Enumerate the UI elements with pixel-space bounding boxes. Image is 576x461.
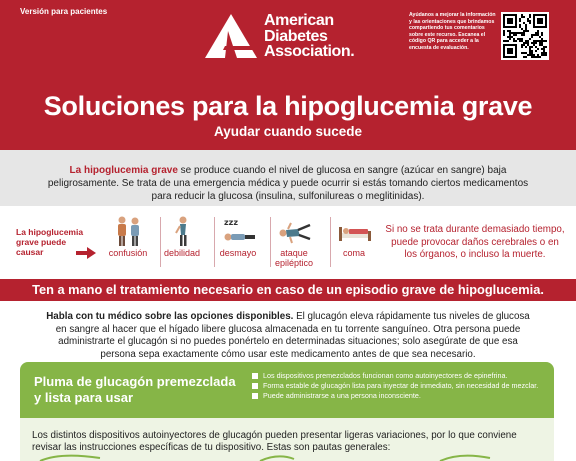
- page-subtitle: Ayudar cuando sucede: [213, 124, 363, 139]
- cause-label: confusión: [108, 248, 148, 258]
- seizure-icon: [278, 215, 312, 247]
- instructions-text: Los distintos dispositivos autoinyectores de glucagón pueden presentar ligeras variaciones, por lo que conviene revisar las instrucciones específicas de tu dispositivo. Estas son pautas generales:: [32, 430, 517, 453]
- cause-label: desmayo: [219, 248, 257, 258]
- causes-warning: Si no se trata durante demasiado tiempo, puede provocar daños cerebrales o en los órganos, o incluso la muerte.: [385, 224, 565, 260]
- intro-highlight: La hipoglucemia grave: [69, 165, 178, 176]
- cause-seizure: [262, 211, 326, 273]
- intro-paragraph: [40, 164, 536, 203]
- section-heading-bar: Ten a mano el tratamiento necesario en caso de un episodio grave de hipoglucemia.: [0, 279, 576, 301]
- treatment-paragraph: [46, 311, 530, 361]
- confused-people-icon: [112, 215, 146, 247]
- illustration-outline-icon: [20, 450, 550, 461]
- list-item: Forma estable de glucagón lista para inyectar de inmediato, sin necesidad de mezclar.: [252, 381, 548, 390]
- logo-line-1: American: [264, 12, 334, 29]
- causes-lead: La hipoglucemia grave puede causar: [16, 227, 84, 257]
- ada-logo[interactable]: [204, 13, 364, 61]
- card-title: Pluma de glucagón premezclada y lista para usar: [34, 374, 236, 405]
- card-bullet-list: [252, 371, 548, 401]
- fainting-icon: [222, 215, 256, 247]
- version-label: Versión para pacientes: [20, 7, 108, 16]
- causes-row: [0, 211, 576, 273]
- list-item: Puede administrarse a una persona inconsciente.: [252, 391, 548, 400]
- cause-label: coma: [342, 248, 365, 258]
- cause-label: ataque epiléptico: [274, 248, 314, 268]
- cause-weakness: [150, 211, 214, 273]
- ada-triangle-icon: [204, 13, 258, 59]
- qr-survey-note: Ayúdanos a mejorar la información y las orientaciones que brindamos compartiendo tus comentarios sobre este recurso. Escanea el código QR para acceder a la encuesta de evaluación.: [409, 12, 496, 51]
- qr-code-icon[interactable]: [501, 12, 549, 60]
- cause-coma: [322, 211, 386, 273]
- cause-label: debilidad: [163, 248, 201, 258]
- treatment-text: El glucagón eleva rápidamente tus niveles de glucosa en sangre al hacer que el hígado libere glucosa almacenada en tu torrente sanguíneo. Otra persona puede administrarte el glucagón si no puedes ponértelo en determinadas situaciones; solo asegúrate de que esa persona sepa exactamente cómo usar este medicamento antes de que sea necesario.: [55, 311, 530, 360]
- cause-fainting: [206, 211, 270, 273]
- ada-wordmark: [264, 13, 354, 60]
- glucagon-pen-card: [20, 362, 554, 418]
- person-in-bed-icon: [338, 215, 372, 247]
- page-title: Soluciones para la hipoglucemia grave: [43, 91, 533, 121]
- list-item: Los dispositivos premezclados funcionan como autoinyectores de epinefrina.: [252, 371, 548, 380]
- logo-line-2: Diabetes: [264, 27, 328, 45]
- logo-line-3: Association.: [264, 43, 355, 60]
- treatment-lead: Habla con tu médico sobre las opciones disponibles.: [46, 311, 294, 322]
- intro-text: se produce cuando el nivel de glucosa en sangre (azúcar en sangre) baja peligrosamente. Se trata de una emergencia médica y puede ocurrir si estás tomando ciertos medicamentos para reducir la glucosa (insulina, sulfonilureas o meglitinidas).: [47, 165, 529, 202]
- svg-text:zzz: zzz: [224, 218, 238, 227]
- weak-person-icon: [166, 215, 200, 247]
- header-banner: [0, 0, 576, 150]
- arrow-right-icon: [76, 247, 96, 259]
